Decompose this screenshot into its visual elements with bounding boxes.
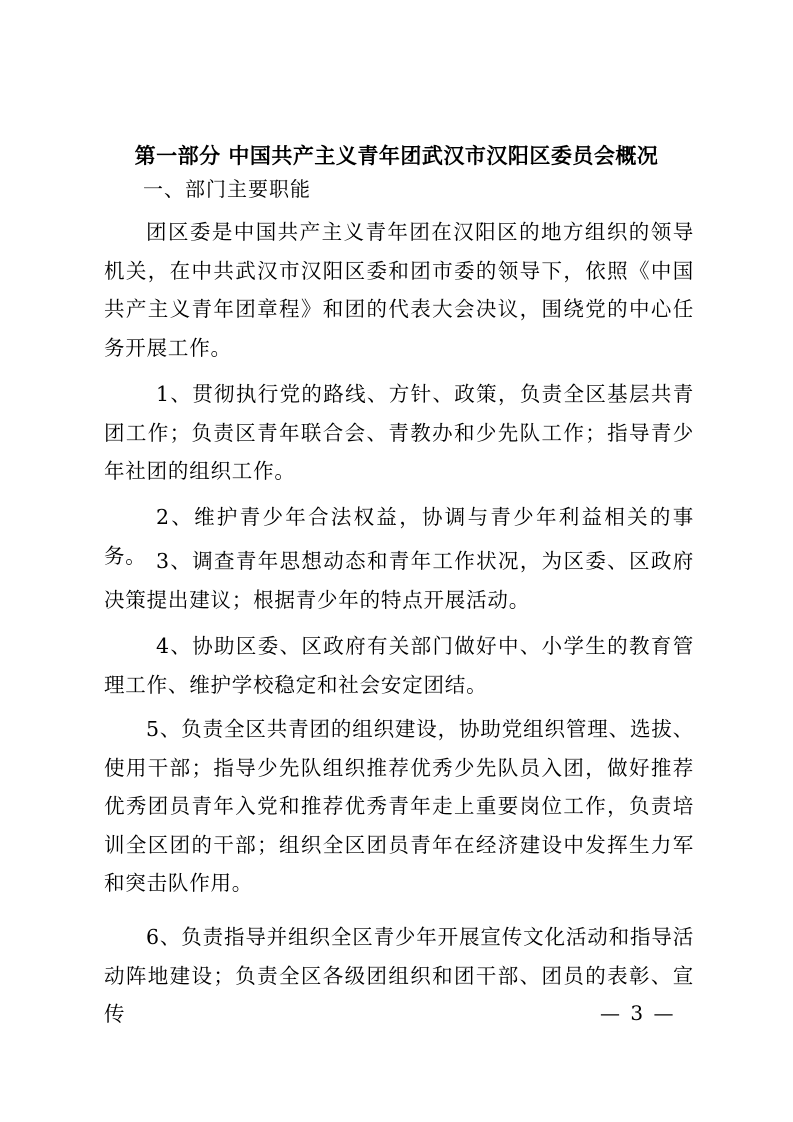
duty-item-6: 6、负责指导并组织全区青少年开展宣传文化活动和指导活动阵地建设；负责全区各级团组织和团干部、团员的表彰、宣传 bbox=[104, 925, 694, 1026]
page-title: 第一部分 中国共产主义青年团武汉市汉阳区委员会概况 bbox=[134, 144, 659, 168]
intro-paragraph: 团区委是中国共产主义青年团在汉阳区的地方组织的领导机关，在中共武汉市汉阳区委和团市委的领导下，依照《中国共产主义青年团章程》和团的代表大会决议，围绕党的中心任务开展工作。 bbox=[104, 220, 694, 360]
page-number: — 3 — bbox=[600, 1001, 676, 1025]
duty-item-1: 1、贯彻执行党的路线、方针、政策，负责全区基层共青团工作；负责区青年联合会、青教办和少先队工作；指导青少年社团的组织工作。 bbox=[104, 382, 694, 483]
duty-item-4: 4、协助区委、区政府有关部门做好中、小学生的教育管理工作、维护学校稳定和社会安定团结。 bbox=[104, 634, 694, 697]
section-heading: 一、部门主要职能 bbox=[143, 177, 311, 201]
duty-item-2: 2、维护青少年合法权益，协调与青少年利益相关的事务。 bbox=[104, 505, 694, 568]
duty-item-5: 5、负责全区共青团的组织建设，协助党组织管理、选拔、使用干部；指导少先队组织推荐优秀少先队员入团，做好推荐优秀团员青年入党和推荐优秀青年走上重要岗位工作，负责培训全区团的干部；组织全区团员青年在经济建设中发挥生力军和突击队作用。 bbox=[104, 717, 694, 895]
duty-item-3: 3、调查青年思想动态和青年工作状况，为区委、区政府决策提出建议；根据青少年的特点开展活动。 bbox=[104, 549, 694, 612]
